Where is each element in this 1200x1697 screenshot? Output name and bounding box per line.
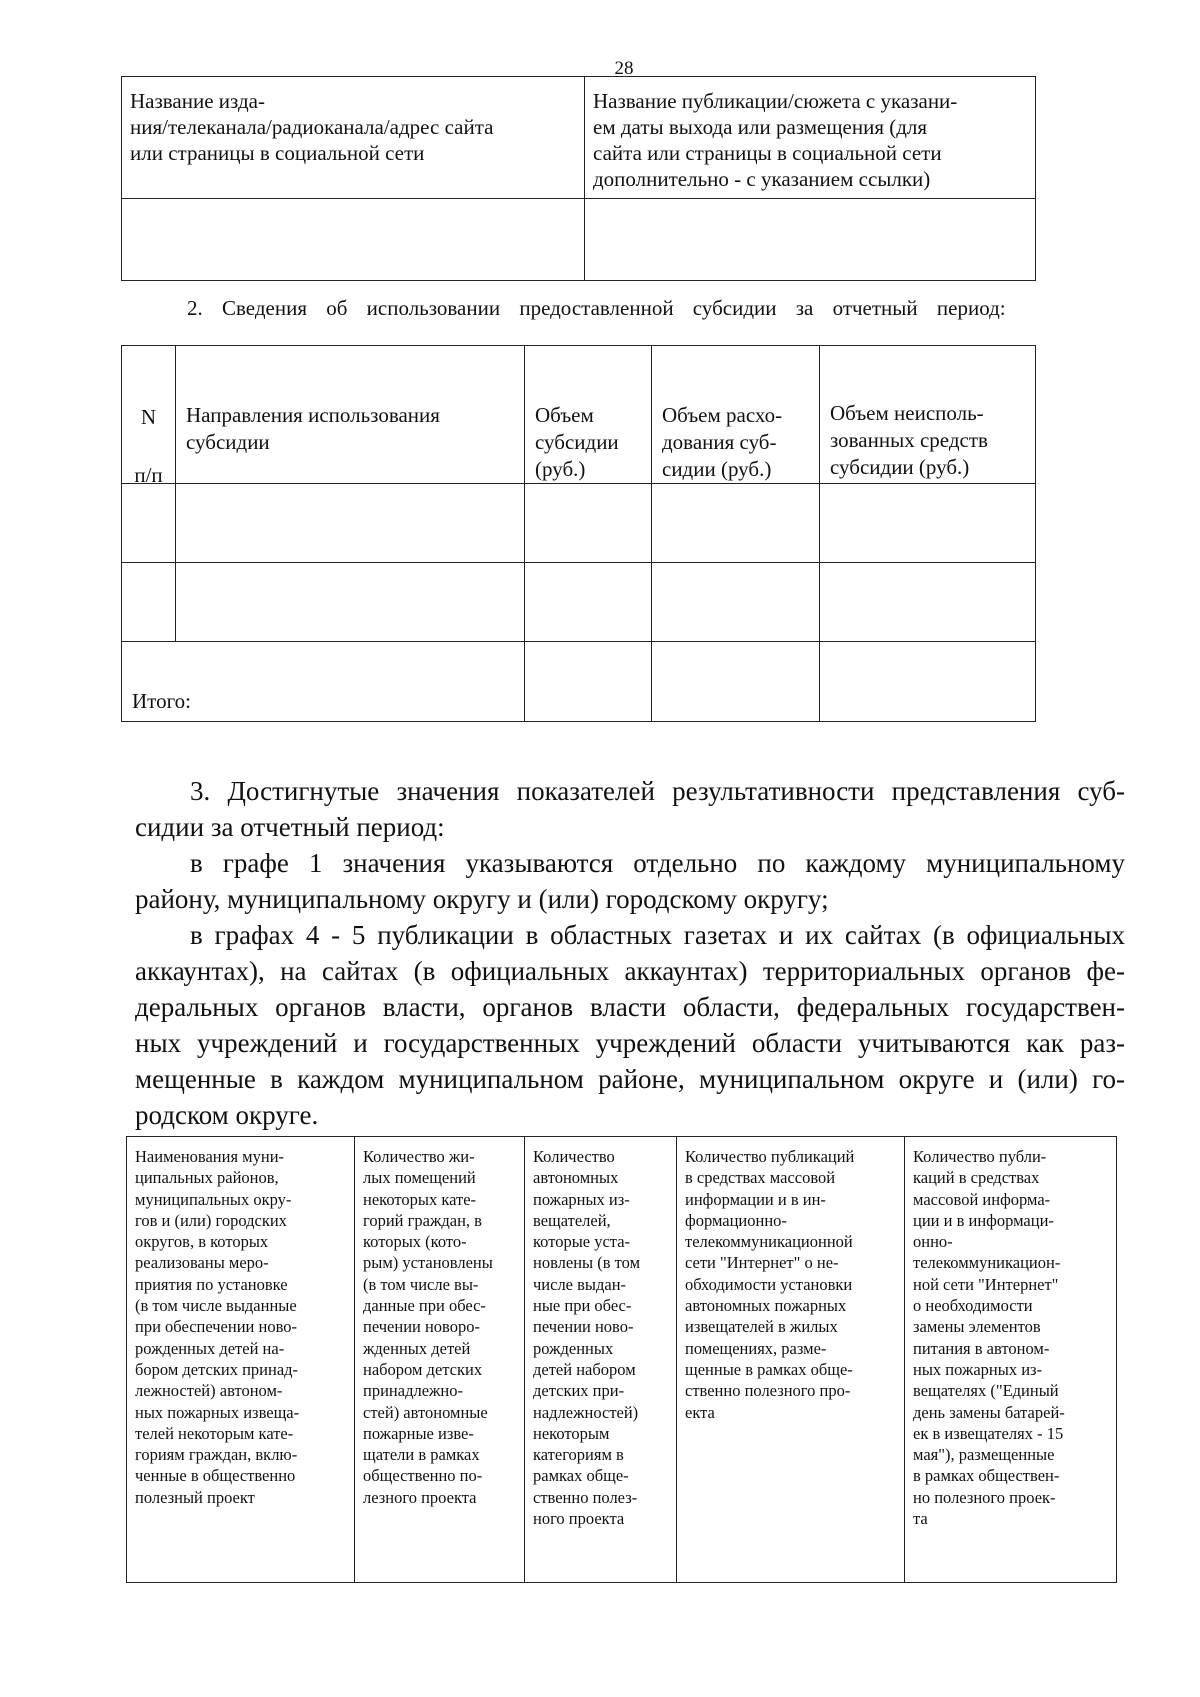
table-cell xyxy=(122,642,525,722)
publication-title-header: Название публикации/сюжета с указани- ем даты выхода или размещения (для сайта или страницы в социальной сети дополнительно - с указанием ссылки) xyxy=(593,89,958,191)
total-label: Итого: xyxy=(132,689,191,713)
municipalities-header: Наименования муни- ципальных районов, муниципальных окру- гов и (или) городских округов, в которых реализованы меро- приятия по установке (в том числе выданные при обеспечении ново- рожденных детей на- бором детских принад- лежностей) автоном- ных пожарных извеща- телей некоторым кате- гориям граждан, вклю- ченные в общественно полезный проект xyxy=(135,1147,300,1507)
table-header-cell xyxy=(820,346,1036,484)
table-header-cell xyxy=(525,346,652,484)
table-header-cell xyxy=(585,77,1036,199)
table-cell xyxy=(525,563,652,642)
table-header-cell xyxy=(905,1137,1117,1583)
table-cell xyxy=(122,199,585,281)
table-cell xyxy=(652,563,820,642)
battery-publications-header: Количество публи- каций в средствах массовой информа- ции и в информаци- онно- телекоммуникацион- ной сети "Интернет" о необходимости замены элементов питания в автоном- ных пожарных из- вещателях ("Единый день замены батарей- ек в извещателях - 15 мая"), размещенные в рамках обществен- но полезного проек- та xyxy=(913,1147,1065,1529)
volume-header: Объем субсидии (руб.) xyxy=(535,403,619,481)
text-line: в графах 4 - 5 публикации в областных газетах и их сайтах (в официальных xyxy=(190,920,1125,950)
table-row xyxy=(122,484,1036,563)
text-line: сидии за отчетный период: xyxy=(135,812,445,842)
table-cell xyxy=(122,563,176,642)
table-header-cell xyxy=(355,1137,525,1583)
table-header-cell xyxy=(176,346,525,484)
table-cell xyxy=(525,484,652,563)
section-2-title: 2. Сведения об использовании предоставленной субсидии за отчетный период: xyxy=(187,296,1006,320)
publication-name-header: Название изда- ния/телеканала/радиоканала/адрес сайта или страницы в социальной сети xyxy=(130,89,494,165)
table-header-cell xyxy=(122,77,585,199)
table-header-cell xyxy=(677,1137,905,1583)
table-cell xyxy=(122,484,176,563)
table-cell xyxy=(525,642,652,722)
page-number: 28 xyxy=(614,58,634,79)
dwellings-count-header: Количество жи- лых помещений некоторых кате- горий граждан, в которых (кото- рым) установлены (в том числе вы- данные при обес- печении новоро- жденных детей набором детских принадлежно- стей) автономные пожарные изве- щатели в рамках общественно по- лезного проекта xyxy=(363,1147,493,1507)
table-cell xyxy=(176,563,525,642)
results-table xyxy=(126,1136,1117,1583)
row-number-header: N xyxy=(140,405,157,429)
text-line: в графе 1 значения указываются отдельно по каждому муниципальному xyxy=(190,848,1125,878)
table-header-cell xyxy=(127,1137,355,1583)
row-number-header-sub: п/п xyxy=(134,463,163,487)
text-line: ных учреждений и государственных учреждений области учитываются как раз- xyxy=(135,1028,1125,1058)
direction-header: Направления использования субсидии xyxy=(186,403,440,454)
table-cell xyxy=(820,563,1036,642)
text-line: родском округе. xyxy=(135,1100,319,1130)
publications-table xyxy=(121,76,1036,281)
section-3-text xyxy=(135,773,1125,1133)
table-cell xyxy=(652,642,820,722)
table-row xyxy=(122,77,1036,199)
table-header-cell xyxy=(122,346,176,487)
table-row xyxy=(127,1137,1117,1583)
table-header-cell xyxy=(652,346,820,484)
table-cell xyxy=(176,484,525,563)
spent-header: Объем расхо- дования суб- сидии (руб.) xyxy=(662,403,783,481)
installation-publications-header: Количество публикаций в средствах массовой информации и в ин- формационно- телекоммуникационной сети "Интернет" о не- обходимости установки автономных пожарных извещателей в жилых помещениях, разме- щенные в рамках обще- ственно полезного про- екта xyxy=(685,1147,855,1422)
table-row xyxy=(122,346,1036,484)
text-line: деральных органов власти, органов власти области, федеральных государствен- xyxy=(135,992,1125,1022)
table-cell xyxy=(820,484,1036,563)
table-row xyxy=(122,199,1036,281)
text-line: району, муниципальному округу и (или) городскому округу; xyxy=(135,884,829,914)
table-cell xyxy=(652,484,820,563)
unused-header: Объем неисполь- зованных средств субсидии (руб.) xyxy=(830,401,988,479)
table-cell xyxy=(820,642,1036,722)
text-line: 3. Достигнутые значения показателей результативности представления суб- xyxy=(190,776,1125,806)
subsidy-table xyxy=(121,345,1036,722)
text-line: аккаунтах), на сайтах (в официальных аккаунтах) территориальных органов фе- xyxy=(135,956,1125,986)
table-header-cell xyxy=(525,1137,677,1583)
detectors-count-header: Количество автономных пожарных из- вещателей, которые уста- новлены (в том числе выдан- ные при обес- печении ново- рожденных детей набором детских при- надлежностей) некоторым категориям в рамках обще- ственно полез- ного проекта xyxy=(533,1147,641,1529)
table-row xyxy=(122,563,1036,642)
table-cell xyxy=(585,199,1036,281)
table-row-total xyxy=(122,642,1036,722)
text-line: мещенные в каждом муниципальном районе, муниципальном округе и (или) го- xyxy=(135,1064,1125,1094)
